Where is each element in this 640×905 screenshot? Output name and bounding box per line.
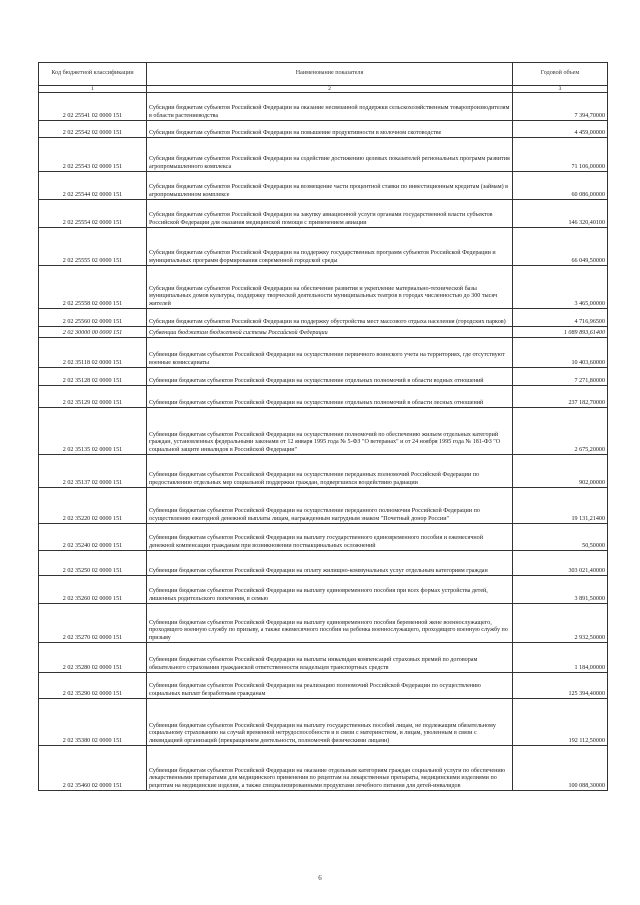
header-name: Наименование показателя: [147, 63, 513, 86]
column-number-row: [39, 86, 608, 93]
row-name: Субвенции бюджетам субъектов Российской Федерации на осуществление отдельных полномочий в области лесных отношений: [147, 386, 513, 408]
row-code: 2 02 35250 02 0000 151: [39, 551, 147, 576]
row-code: 2 02 35129 02 0000 151: [39, 386, 147, 408]
row-value: 146 320,40100: [513, 200, 608, 228]
row-value: 4 716,96500: [513, 309, 608, 327]
row-code: 2 02 30000 00 0000 151: [39, 327, 147, 338]
row-name: Субсидии бюджетам субъектов Российской Федерации на поддержку государственных программ субъектов Российской Федерации и муниципальных программ формирования современной городской среды: [147, 228, 513, 266]
table-row: [39, 138, 608, 172]
table-row: [39, 643, 608, 673]
table-row: [39, 228, 608, 266]
row-name: Субсидии бюджетам субъектов Российской Федерации на обеспечение развития и укрепление материально-технической базы муниципальных домов культуры, поддержку творческой деятельности муниципальных театров в городах численностью до 300 тысяч жителей: [147, 266, 513, 309]
row-value: 303 021,40000: [513, 551, 608, 576]
row-name: Субвенции бюджетам субъектов Российской Федерации на осуществление отдельных полномочий в области водных отношений: [147, 368, 513, 386]
table-row: [39, 93, 608, 121]
row-code: 2 02 35290 02 0000 151: [39, 673, 147, 699]
row-name: Субвенции бюджетам субъектов Российской Федерации на осуществление переданного полномочия Российской Федерации по осуществлению ежегодной денежной выплаты лицам, награжденным нагрудным знаком "Почетный донор России": [147, 488, 513, 524]
row-code: 2 02 25558 02 0000 151: [39, 266, 147, 309]
row-name: Субвенции бюджетам субъектов Российской Федерации на выплату государственного единовременного пособия и ежемесячной денежной компенсации гражданам при возникновении поствакцинальных осложнений: [147, 524, 513, 551]
table-row: [39, 551, 608, 576]
row-value: 7 271,80000: [513, 368, 608, 386]
row-name: Субсидии бюджетам субъектов Российской Федерации на возмещение части процентной ставки по инвестиционным кредитам (займам) в агропромышленном комплексе: [147, 172, 513, 200]
row-value: 7 394,70000: [513, 93, 608, 121]
row-code: 2 02 25555 02 0000 151: [39, 228, 147, 266]
row-code: 2 02 25544 02 0000 151: [39, 172, 147, 200]
table-row: [39, 455, 608, 488]
row-value: 60 086,00000: [513, 172, 608, 200]
row-code: 2 02 35280 02 0000 151: [39, 643, 147, 673]
table-body: [39, 93, 608, 791]
row-value: 66 049,50000: [513, 228, 608, 266]
header-row: [39, 63, 608, 86]
row-name: Субсидии бюджетам субъектов Российской Федерации на оказание несвязанной поддержки сельскохозяйственным товаропроизводителям в области растениеводства: [147, 93, 513, 121]
row-value: 125 394,40000: [513, 673, 608, 699]
table-row-total: [39, 327, 608, 338]
row-value: 902,00000: [513, 455, 608, 488]
row-value: 192 112,50000: [513, 699, 608, 746]
table-row: [39, 673, 608, 699]
row-code: 2 02 25554 02 0000 151: [39, 200, 147, 228]
row-value: 2 932,50000: [513, 604, 608, 643]
row-name: Субсидии бюджетам субъектов Российской Федерации на повышение продуктивности в молочном скотоводстве: [147, 121, 513, 138]
header-value: Годовой объем: [513, 63, 608, 86]
table-row: [39, 200, 608, 228]
table-row: [39, 172, 608, 200]
row-code: 2 02 25541 02 0000 151: [39, 93, 147, 121]
table-row: [39, 338, 608, 368]
header-code: Код бюджетной классификации: [39, 63, 147, 86]
row-value: 3 891,50000: [513, 576, 608, 604]
table-row: [39, 121, 608, 138]
row-value: 100 088,30000: [513, 746, 608, 791]
column-number: 3: [513, 86, 608, 93]
table-row: [39, 699, 608, 746]
page-number: 6: [318, 874, 322, 882]
row-code: 2 02 25542 02 0000 151: [39, 121, 147, 138]
row-name: Субвенции бюджетам субъектов Российской Федерации на осуществление переданных полномочий Российской Федерации по предоставлению отдельных мер социальной поддержки граждан, подвергшихся воздействию радиации: [147, 455, 513, 488]
row-value: 1 184,00000: [513, 643, 608, 673]
row-code: 2 02 35260 02 0000 151: [39, 576, 147, 604]
column-number: 2: [147, 86, 513, 93]
table-row: [39, 488, 608, 524]
budget-table-sheet: [38, 62, 607, 791]
table-row: [39, 386, 608, 408]
row-value: 71 106,00000: [513, 138, 608, 172]
table-row: [39, 524, 608, 551]
table-row: [39, 408, 608, 455]
row-code: 2 02 35118 02 0000 151: [39, 338, 147, 368]
row-name: Субвенции бюджетам субъектов Российской Федерации на выплату единовременного пособия беременной жене военнослужащего, проходящего военную службу по призыву, а также ежемесячного пособия на ребенка военнослужащего, проходящего военную службу по призыву: [147, 604, 513, 643]
budget-table: [38, 62, 608, 791]
row-code: 2 02 35135 02 0000 151: [39, 408, 147, 455]
row-name: Субвенции бюджетам бюджетной системы Российской Федерации: [147, 327, 513, 338]
row-name: Субсидии бюджетам субъектов Российской Федерации на закупку авиационной услуги органами государственной власти субъектов Российской Федерации для оказания медицинской помощи с применением авиации: [147, 200, 513, 228]
row-name: Субвенции бюджетам субъектов Российской Федерации на реализацию полномочий Российской Федерации по осуществлению социальных выплат безработным гражданам: [147, 673, 513, 699]
table-row: [39, 266, 608, 309]
row-value: 50,50000: [513, 524, 608, 551]
table-row: [39, 576, 608, 604]
row-name: Субсидии бюджетам субъектов Российской Федерации на поддержку обустройства мест массового отдыха населения (городских парков): [147, 309, 513, 327]
row-code: 2 02 35380 02 0000 151: [39, 699, 147, 746]
table-row: [39, 368, 608, 386]
row-code: 2 02 35128 02 0000 151: [39, 368, 147, 386]
table-row: [39, 309, 608, 327]
row-code: 2 02 35270 02 0000 151: [39, 604, 147, 643]
row-name: Субвенции бюджетам субъектов Российской Федерации на осуществление полномочий по обеспечению жильем отдельных категорий граждан, установленных федеральными законами от 12 января 1995 года № 5-ФЗ "О ветеранах" и от 24 ноября 1995 года № 181-ФЗ "О социальной защите инвалидов в Российской Федерации": [147, 408, 513, 455]
row-value: 4 459,00000: [513, 121, 608, 138]
row-value: 3 465,00000: [513, 266, 608, 309]
row-name: Субвенции бюджетам субъектов Российской Федерации на выплату государственных пособий лицам, не подлежащим обязательному социальному страхованию на случай временной нетрудоспособности и в связи с материнством, и лицам, уволенным в связи с ликвидацией организаций (прекращением деятельности, полномочий физическими лицами): [147, 699, 513, 746]
row-code: 2 02 35137 02 0000 151: [39, 455, 147, 488]
row-code: 2 02 35220 02 0000 151: [39, 488, 147, 524]
table-row: [39, 746, 608, 791]
row-value: 10 403,60000: [513, 338, 608, 368]
row-name: Субвенции бюджетам субъектов Российской Федерации на осуществление первичного воинского учета на территориях, где отсутствуют военные комиссариаты: [147, 338, 513, 368]
row-name: Субсидии бюджетам субъектов Российской Федерации на содействие достижению целевых показателей региональных программ развития агропромышленного комплекса: [147, 138, 513, 172]
row-name: Субвенции бюджетам субъектов Российской Федерации на оплату жилищно-коммунальных услуг отдельным категориям граждан: [147, 551, 513, 576]
row-value: 1 089 893,61400: [513, 327, 608, 338]
row-value: 2 675,20000: [513, 408, 608, 455]
table-row: [39, 604, 608, 643]
row-value: 19 131,21400: [513, 488, 608, 524]
row-name: Субвенции бюджетам субъектов Российской Федерации на выплаты инвалидам компенсаций страховых премий по договорам обязательного страхования гражданской ответственности владельцев транспортных средств: [147, 643, 513, 673]
column-number: 1: [39, 86, 147, 93]
row-code: 2 02 25543 02 0000 151: [39, 138, 147, 172]
row-name: Субвенции бюджетам субъектов Российской Федерации на выплату единовременного пособия при всех формах устройства детей, лишенных родительского попечения, в семью: [147, 576, 513, 604]
row-code: 2 02 35460 02 0000 151: [39, 746, 147, 791]
row-code: 2 02 25560 02 0000 151: [39, 309, 147, 327]
row-name: Субвенции бюджетам субъектов Российской Федерации на оказание отдельным категориям граждан социальной услуги по обеспечению лекарственными препаратами для медицинского применения по рецептам на лекарственные препараты, медицинскими изделиями по рецептам на медицинские изделия, а также специализированными продуктами лечебного питания для детей-инвалидов: [147, 746, 513, 791]
row-value: 237 182,70000: [513, 386, 608, 408]
row-code: 2 02 35240 02 0000 151: [39, 524, 147, 551]
